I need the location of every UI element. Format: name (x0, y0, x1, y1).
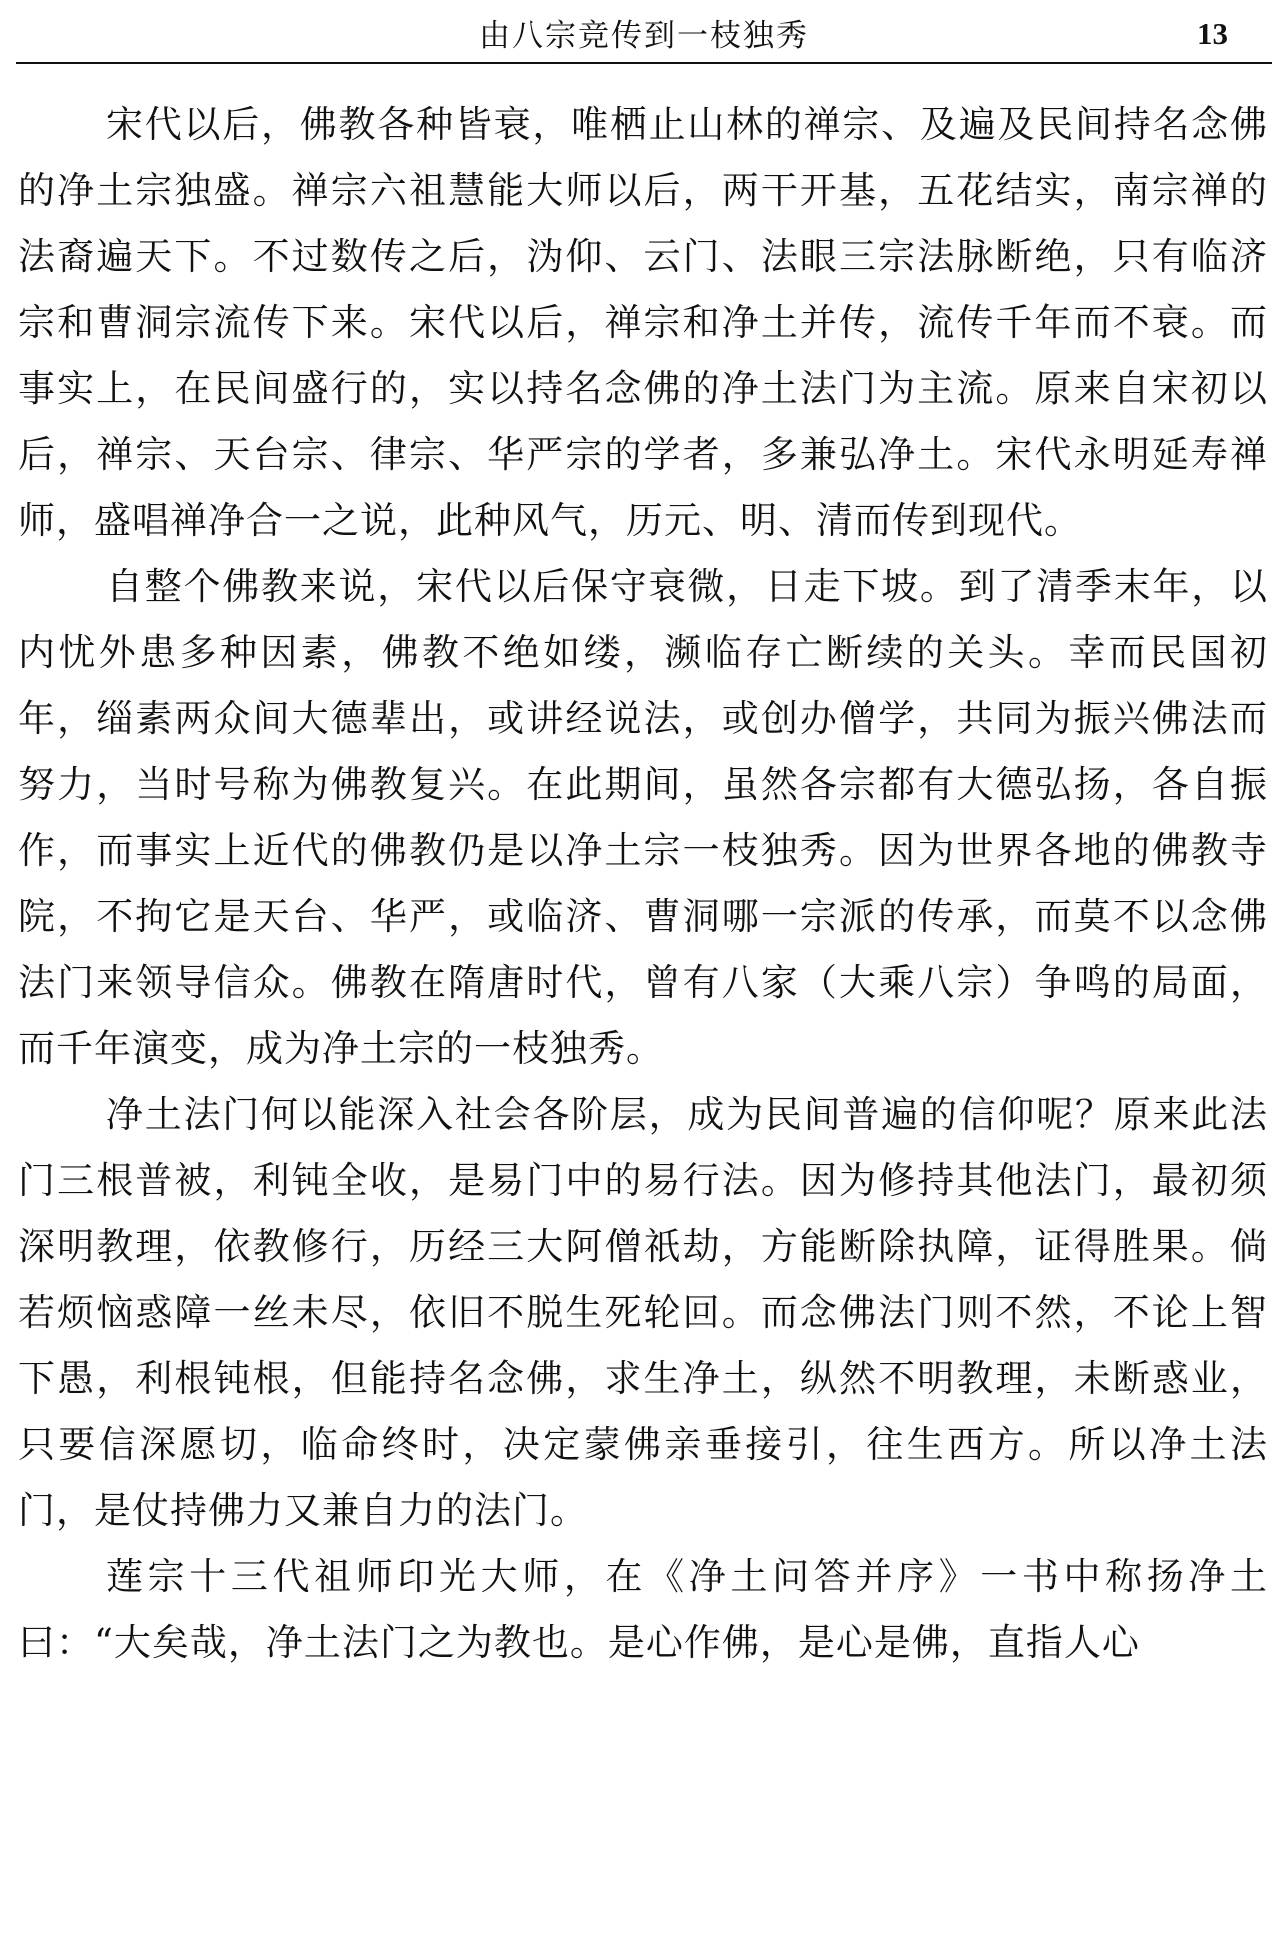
paragraph-song-dynasty: 宋代以后，佛教各种皆衰，唯栖止山林的禅宗、及遍及民间持名念佛的净土宗独盛。禅宗六祖慧能大师以后，两干开基，五花结实，南宗禅的法裔遍天下。不过数传之后，沩仰、云门、法眼三宗法脉断绝，只有临济宗和曹洞宗流传下来。宋代以后，禅宗和净土并传，流传千年而不衰。而事实上，在民间盛行的，实以持名念佛的净土法门为主流。原来自宋初以后，禅宗、天台宗、律宗、华严宗的学者，多兼弘净土。宋代永明延寿禅师，盛唱禅净合一之说，此种风气，历元、明、清而传到现代。 (18, 103, 1268, 542)
page-number: 13 (1197, 16, 1228, 51)
paragraph-master-yinguang: 莲宗十三代祖师印光大师，在《净土问答并序》一书中称扬净土曰：“大矣哉，净土法门之为教也。是心作佛，是心是佛，直指人心 (18, 1555, 1268, 1664)
body-text (18, 92, 1268, 1676)
paragraph-buddhism-revival: 自整个佛教来说，宋代以后保守衰微，日走下坡。到了清季末年，以内忧外患多种因素，佛教不绝如缕，濒临存亡断续的关头。幸而民国初年，缁素两众间大德辈出，或讲经说法，或创办僧学，共同为振兴佛法而努力，当时号称为佛教复兴。在此期间，虽然各宗都有大德弘扬，各自振作，而事实上近代的佛教仍是以净土宗一枝独秀。因为世界各地的佛教寺院，不拘它是天台、华严，或临济、曹洞哪一宗派的传承，而莫不以念佛法门来领导信众。佛教在隋唐时代，曾有八家（大乘八宗）争鸣的局面，而千年演变，成为净土宗的一枝独秀。 (18, 565, 1268, 1070)
paragraph-pure-land-method: 净土法门何以能深入社会各阶层，成为民间普遍的信仰呢？原来此法门三根普被，利钝全收，是易门中的易行法。因为修持其他法门，最初须深明教理，依教修行，历经三大阿僧祇劫，方能断除执障，证得胜果。倘若烦恼惑障一丝未尽，依旧不脱生死轮回。而念佛法门则不然，不论上智下愚，利根钝根，但能持名念佛，求生净土，纵然不明教理，未断惑业，只要信深愿切，临命终时，决定蒙佛亲垂接引，往生西方。所以净土法门，是仗持佛力又兼自力的法门。 (18, 1093, 1268, 1532)
running-head (16, 0, 1272, 64)
running-title: 由八宗竞传到一枝独秀 (479, 18, 809, 54)
